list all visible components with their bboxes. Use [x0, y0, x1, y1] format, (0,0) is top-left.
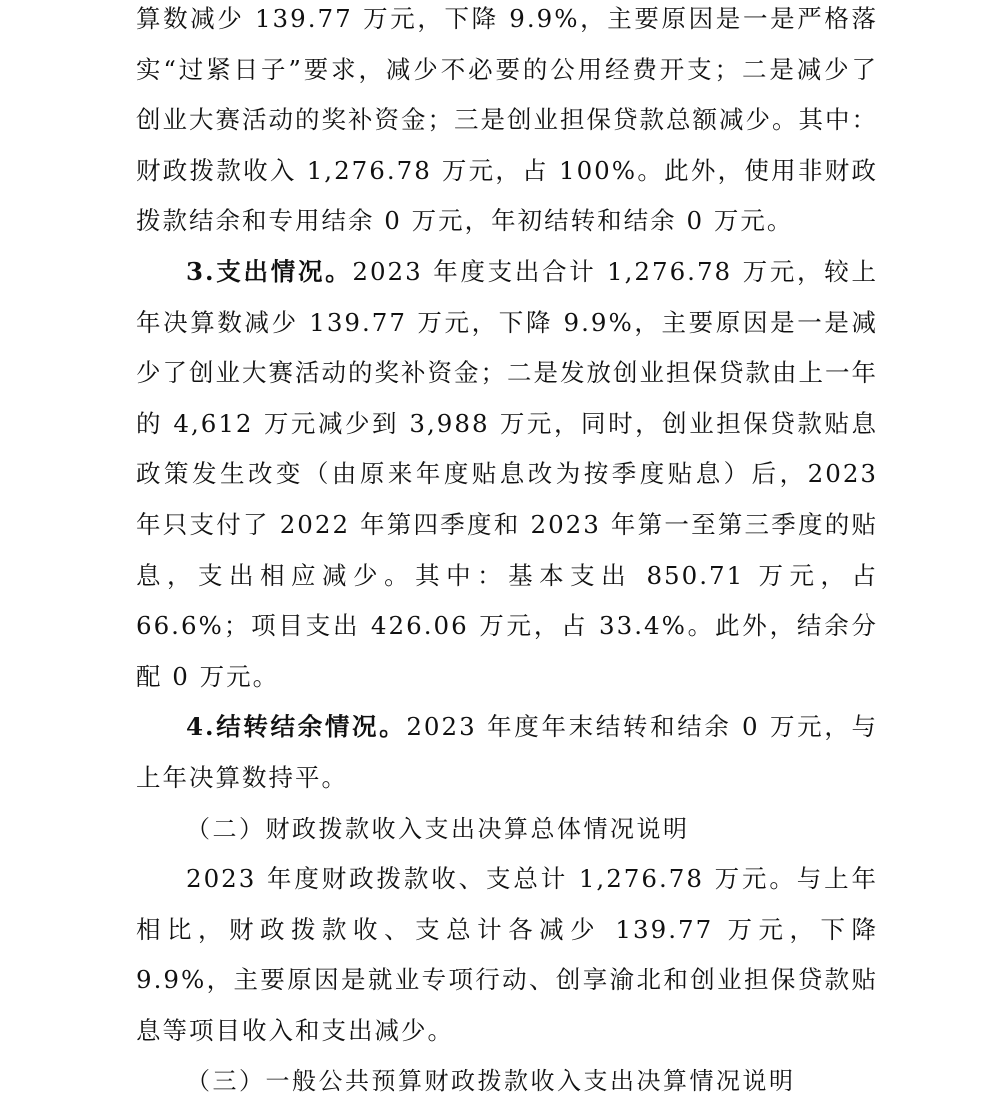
paragraph-income-summary: 算数减少 139.77 万元，下降 9.9%，主要原因是一是严格落实“过紧日子”要求，减少不必要的公用经费开支；二是减少了创业大赛活动的奖补资金；三是创业担保贷款总额减少。其中：财政拨款收入 1,276.78 万元，占 100%。此外，使用非财政拨款结余和专用结余 0 万元，年初结转和结余 0 万元。	[136, 4, 878, 236]
paragraph-carryover	[136, 702, 878, 803]
paragraph-fiscal-overview: 2023 年度财政拨款收、支总计 1,276.78 万元。与上年相比，财政拨款收、支总计各减少 139.77 万元，下降 9.9%，主要原因是就业专项行动、创享渝北和创业担保贷款贴息等项目收入和支出减少。	[136, 864, 878, 1045]
section-title-expenditure: 3.支出情况。	[186, 256, 353, 286]
document-page	[136, 0, 878, 1096]
heading-fiscal-overview: （二）财政拨款收入支出决算总体情况说明	[186, 814, 690, 843]
heading-general-budget: （三）一般公共预算财政拨款收入支出决算情况说明	[186, 1067, 796, 1096]
section-title-carryover: 4.结转结余情况。	[186, 712, 407, 742]
paragraph-carryover-body: 2023 年度年末结转和结余 0 万元，与上年决算数持平。	[136, 712, 878, 792]
paragraph-expenditure	[136, 247, 878, 702]
paragraph-expenditure-body: 2023 年度支出合计 1,276.78 万元，较上年决算数减少 139.77 万元，下降 9.9%，主要原因是一是减少了创业大赛活动的奖补资金；二是发放创业担保贷款由上一年的 4,612 万元减少到 3,988 万元，同时，创业担保贷款贴息政策发生改变（由原来年度贴息改为按季度贴息）后，2023 年只支付了 2022 年第四季度和 2023 年第一至第三季度的贴息，支出相应减少。其中：基本支出 850.71 万元，占 66.6%；项目支出 426.06 万元，占 33.4%。此外，结余分配 0 万元。	[136, 256, 878, 691]
